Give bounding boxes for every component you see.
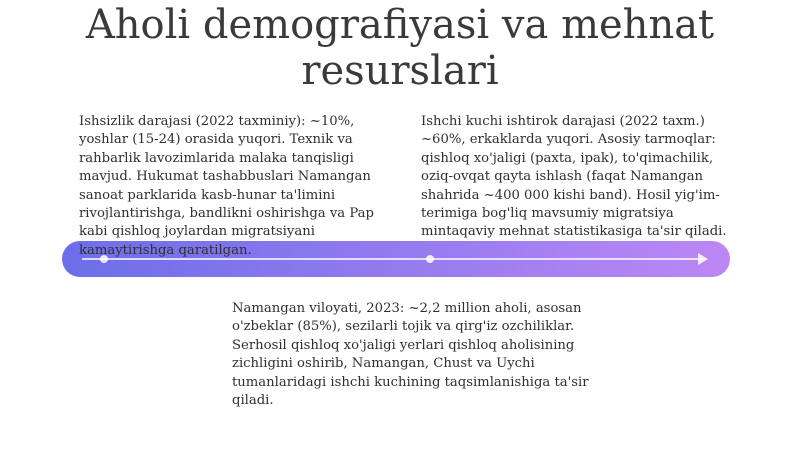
slide-title (0, 2, 800, 94)
timeline-dot-right (426, 255, 434, 263)
slide-title-line1: Aholi demografiyasi va mehnat (85, 2, 715, 48)
text-block-unemployment: Ishsizlik darajasi (2022 taxminiy): ~10%, yoshlar (15-24) orasida yuqori. Texnik va rahbarlik lavozimlarida malaka tanqisligi mavjud. Hukumat tashabbuslari Namangan sanoat parklarida kasb-hunar ta'limini rivojlantirishga, bandlikni oshirishga va Pap kabi qishloq joylardan migratsiyani kamaytirishga qaratilgan. (79, 114, 374, 258)
timeline-arrow-icon (698, 253, 708, 265)
text-block-labor-force: Ishchi kuchi ishtirok darajasi (2022 taxm.) ~60%, erkaklarda yuqori. Asosiy tarmoqlar: qishloq xo'jaligi (paxta, ipak), to'qimachilik, oziq-ovqat qayta ishlash (faqat Namangan shahrida ~400 000 kishi band). Hosil yig'im-terimiga bog'liq mavsumiy migratsiya mintaqaviy mehnat statistikasiga ta'sir qiladi. (421, 114, 727, 240)
text-block-population: Namangan viloyati, 2023: ~2,2 million aholi, asosan o'zbeklar (85%), sezilarli tojik va qirg'iz ozchiliklar. Serhosil qishloq xo'jaligi yerlari qishloq aholisining zichligini oshirib, Namangan, Chust va Uychi tumanlaridagi ishchi kuchining taqsimlanishiga ta'sir qiladi. (232, 301, 589, 409)
slide-title-line2: resurslari (301, 48, 499, 94)
